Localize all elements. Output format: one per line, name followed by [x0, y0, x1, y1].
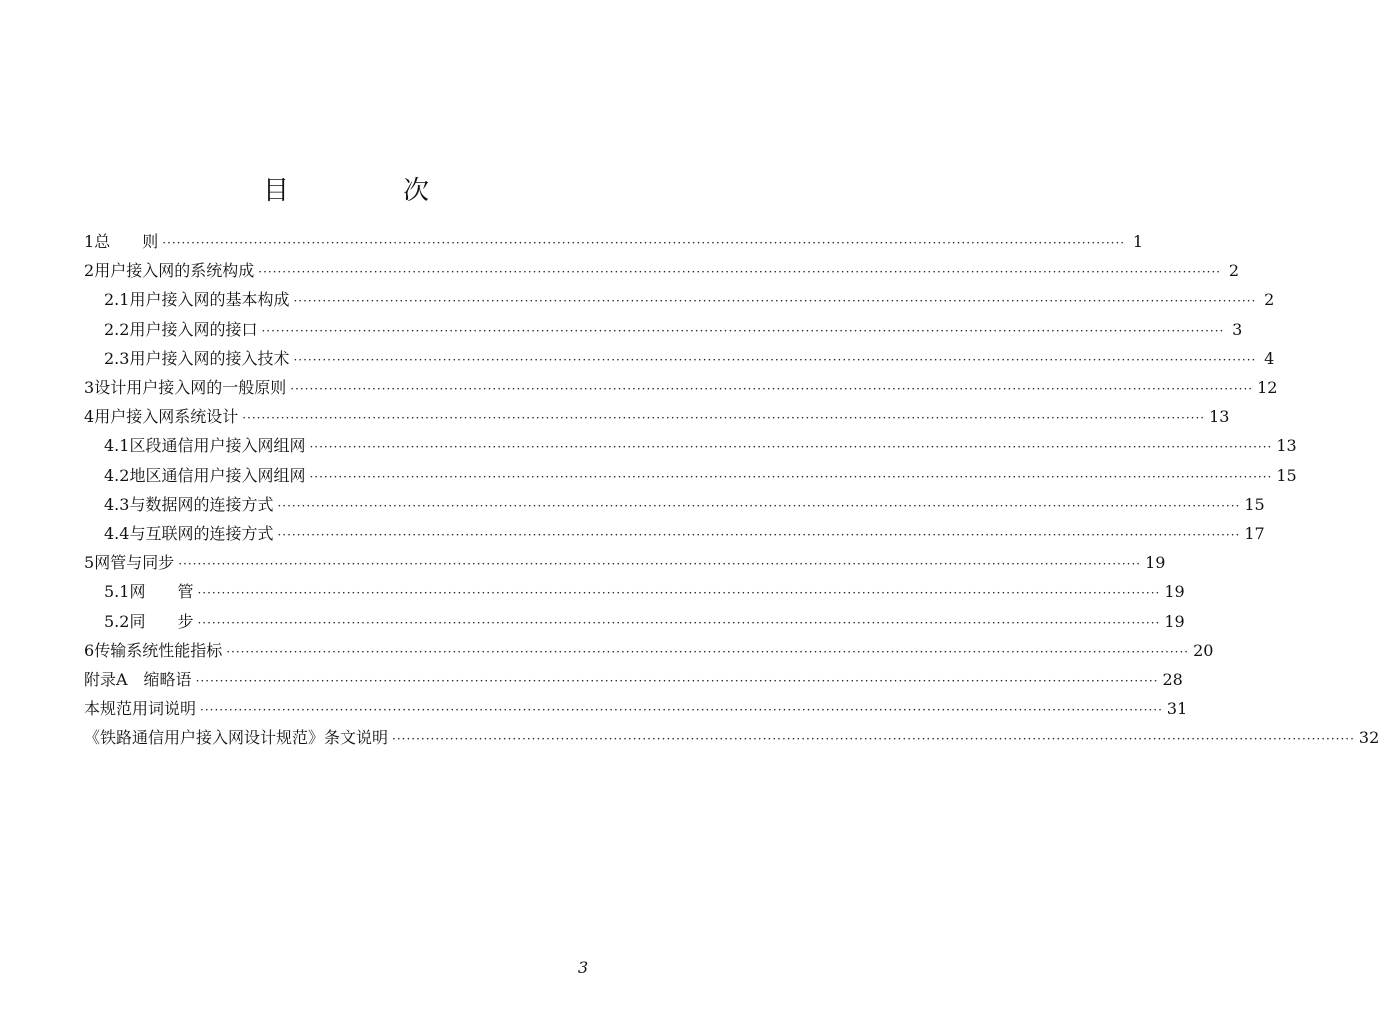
- toc-entry-title: 用户接入网的基本构成: [129, 290, 290, 310]
- toc-entry-title: 附录A 缩略语: [84, 670, 192, 689]
- toc-entry-number: 5: [84, 553, 95, 573]
- toc-entry-number: 4.4: [104, 524, 130, 543]
- toc-entry-title: 区段通信用户接入网组网: [129, 436, 306, 456]
- toc-leader-dots: ········································································································································································································: [162, 236, 1126, 250]
- toc-entry-page: 31: [1166, 699, 1188, 719]
- toc-leader-dots: ········································································································································································································: [309, 469, 1273, 484]
- toc-entry-title: 总 则: [94, 232, 159, 251]
- toc-entry-number: 2.3: [104, 348, 130, 368]
- toc-entry-number: 6: [84, 640, 95, 660]
- toc-leader-dots: ········································································································································································································: [197, 615, 1161, 630]
- toc-entry-number: 5.1: [104, 582, 130, 602]
- page-number: 3: [578, 958, 589, 977]
- toc-entry: [84, 549, 1166, 577]
- toc-leader-dots: ········································································································································································································: [258, 265, 1222, 280]
- toc-leader-dots: ········································································································································································································: [242, 411, 1206, 426]
- toc-entry-title: 设计用户接入网的一般原则: [94, 378, 287, 397]
- toc-entry-title: 地区通信用户接入网组网: [129, 465, 306, 485]
- toc-leader-dots: ········································································································································································································: [277, 528, 1241, 542]
- toc-entry-number: 1: [84, 232, 95, 251]
- toc-entry: [104, 578, 1185, 606]
- toc-entry-number: 4.3: [104, 494, 130, 514]
- page-title: 目 次: [262, 176, 473, 206]
- toc-entry-page: 19: [1164, 582, 1185, 602]
- toc-entry-title: 用户接入网的接入技术: [129, 348, 290, 368]
- toc-entry: [84, 403, 1230, 431]
- toc-entry-page: 2: [1264, 290, 1275, 310]
- toc-entry-number: 2.1: [104, 290, 130, 310]
- toc-entry: [104, 316, 1243, 344]
- toc-entry-number: 4.1: [104, 436, 130, 456]
- toc-entry-title: 用户接入网的接口: [129, 319, 258, 339]
- toc-entry-title: 本规范用词说明: [84, 699, 197, 719]
- toc-entry-title: 网管与同步: [94, 553, 175, 573]
- toc-entry-title: 与数据网的连接方式: [129, 494, 274, 514]
- toc-entry-page: 15: [1244, 494, 1265, 514]
- toc-leader-dots: ········································································································································································································: [197, 586, 1161, 601]
- toc-entry-number: 3: [84, 378, 95, 397]
- toc-entry-page: 4: [1264, 348, 1275, 368]
- toc-entry-page: 15: [1276, 465, 1297, 485]
- toc-entry: [104, 345, 1275, 373]
- toc-entry-title: 用户接入网系统设计: [94, 407, 239, 427]
- toc-leader-dots: ········································································································································································································: [392, 732, 1355, 747]
- toc-entry-title: 同 步: [129, 611, 194, 631]
- toc-leader-dots: ········································································································································································································: [290, 382, 1254, 396]
- toc-entry: [104, 491, 1265, 519]
- toc-entry-page: 19: [1145, 553, 1166, 573]
- toc-entry-page: 2: [1228, 261, 1240, 281]
- toc-entry-number: 4.2: [104, 465, 130, 485]
- toc-entry: [104, 520, 1265, 548]
- toc-leader-dots: ········································································································································································································: [195, 674, 1159, 688]
- toc-entry-page: 17: [1244, 524, 1265, 543]
- toc-entry-title: 《铁路通信用户接入网设计规范》条文说明: [84, 728, 389, 748]
- toc-entry-page: 13: [1209, 407, 1230, 427]
- toc-entry-page: 13: [1276, 436, 1297, 456]
- toc-leader-dots: ········································································································································································································: [277, 498, 1241, 513]
- toc-leader-dots: ········································································································································································································: [200, 703, 1163, 718]
- toc-entry-page: 3: [1232, 319, 1243, 339]
- toc-entry-page: 28: [1162, 670, 1183, 689]
- toc-entry: [84, 637, 1214, 665]
- toc-entry-number: 4: [84, 407, 95, 427]
- toc-entry-number: 2.2: [104, 319, 130, 339]
- toc-leader-dots: ········································································································································································································: [309, 440, 1273, 455]
- toc-leader-dots: ········································································································································································································: [293, 294, 1257, 309]
- toc-entry-number: 5.2: [104, 611, 130, 631]
- toc-leader-dots: ········································································································································································································: [261, 323, 1225, 338]
- toc-entry-title: 传输系统性能指标: [94, 640, 223, 660]
- toc-entry-page: 12: [1257, 378, 1278, 397]
- toc-leader-dots: ········································································································································································································: [178, 557, 1142, 572]
- toc-leader-dots: ········································································································································································································: [293, 352, 1257, 367]
- toc-entry: [84, 724, 1379, 752]
- toc-entry: [84, 257, 1240, 285]
- toc-entry: [84, 374, 1278, 402]
- toc-entry-page: 1: [1132, 232, 1144, 251]
- toc-entry: [104, 608, 1185, 636]
- toc-entry-page: 32: [1358, 728, 1379, 748]
- toc-entry: [84, 695, 1188, 723]
- toc-entry-title: 用户接入网的系统构成: [94, 261, 255, 281]
- toc-entry-number: 2: [84, 261, 95, 281]
- toc-entry: [104, 462, 1297, 490]
- toc-leader-dots: ········································································································································································································: [226, 644, 1190, 659]
- toc-entry: [104, 432, 1297, 460]
- toc-entry: [104, 286, 1275, 314]
- toc-entry: [84, 228, 1144, 256]
- toc-entry-title: 与互联网的连接方式: [129, 524, 274, 543]
- toc-entry-title: 网 管: [129, 582, 194, 602]
- toc-entry-page: 19: [1164, 611, 1185, 631]
- toc-entry: [84, 666, 1183, 694]
- toc-entry-page: 20: [1193, 640, 1214, 660]
